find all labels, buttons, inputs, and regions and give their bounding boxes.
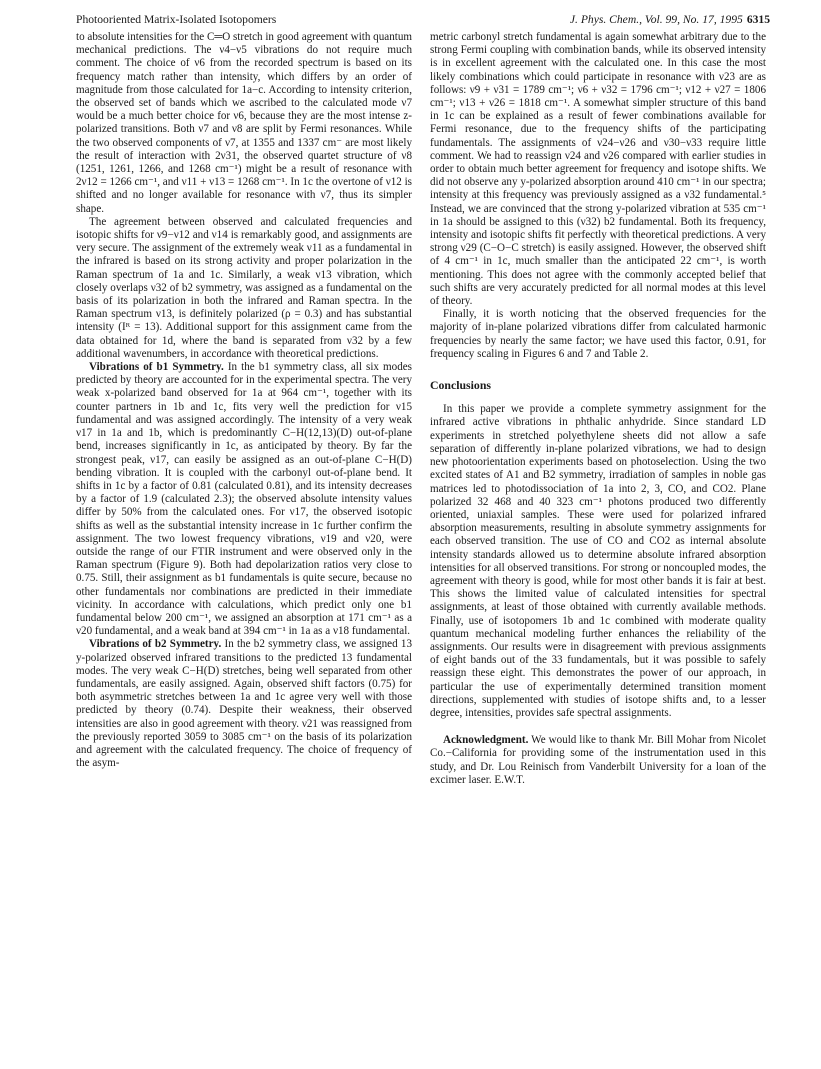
paragraph-frequency-agreement: The agreement between observed and calculated frequencies and isotopic shifts for ν9−ν12 and ν14 is remarkably good, and assignments are very secure. The assignment of the extremely weak ν11 as a fundamental in the infrared is based on its strong activity and proper polarization in the Raman spectrum of 1a and 1c. Similarly, a weak ν13 vibration, which closely overlaps ν32 of b2 symmetry, was assigned as a fundamental on the basis of its polarization in both the infrared and Raman spectra. In the Raman spectrum ν13, is definitely polarized (ρ = 0.3) and has substantial intensity (Iᴿ = 13). Additional support for this assignment came from the data obtained for 1d, where the band is separated from ν32 by a few additional wavenumbers, in accordance with theoretical predictions. [76, 215, 412, 360]
paragraph-acknowledgment [430, 734, 766, 787]
b1-symmetry-text: In the b1 symmetry class, all six modes predicted by theory are accounted for in the experimental spectra. The very weak x-polarized band observed for 1a at 964 cm⁻¹, together with its counter partners in 1b and 1c, fits very well the prediction for ν15 fundamental and was assigned accordingly. The intensity of a very weak ν17 in 1a and 1b, which is predominantly C−H(12,13)(D) out-of-plane bend, increases significantly in 1c, as anticipated by theory. By far the strongest peak, ν17, can easily be assigned as an out-of-plane C−H(D) bending vibration. It is coupled with the carbonyl out-of-plane bend. It shifts in 1c by a factor of 0.81 (calculated 0.81), and its intensity decreases by a factor of 1.9 (calculated 2.3); the observed absolute intensity values differ by 50% from the calculated ones. For ν17, the observed isotopic shifts as well as the substantial intensity increase in 1c further confirm the assignment. The two lowest frequency vibrations, ν19 and ν20, were outside the range of our FTIR instrument and were observed only in the Raman spectrum (Figure 9). Both had depolarization ratios very close to 0.75. Still, their assignment as b1 fundamentals is quite secure, because no other fundamentals nor combinations are predicted in their immediate vicinity. In accordance with calculations, which predict only one b1 fundamental below 200 cm⁻¹, we assigned an absorption at 171 cm⁻¹ as a ν20 fundamental, and a weak band at 394 cm⁻¹ in 1a as a ν18 fundamental. [76, 361, 412, 638]
paragraph-b2-symmetry [76, 638, 412, 770]
acknowledgment-text: We would like to thank Mr. Bill Mohar from Nicolet Co.−California for providing some of the instrumentation used in this study, and Dr. Lou Reinisch from Vanderbilt University for a loan of the excimer laser. E.W.T. [430, 734, 766, 786]
running-title: Photooriented Matrix-Isolated Isotopomers [76, 13, 277, 26]
running-header [76, 10, 770, 30]
journal-reference: J. Phys. Chem., Vol. 99, No. 17, 1995 [569, 13, 743, 26]
paragraph-intensity-discussion: to absolute intensities for the C═O stretch in good agreement with quantum mechanical predictions. The ν4−ν5 vibrations do not require much comment. The choice of ν6 from the recorded spectrum is based on its frequency match rather than intensity, which differs by an order of magnitude from those calculated for 1a−c. According to intensity criterion, the observed set of bands which we ascribed to the calculated mode ν7 would be a much better choice for ν6, because they are the most intense z-polarized transitions. Both ν7 and ν8 are split by Fermi resonances. While the two observed components of ν7, at 1355 and 1337 cm⁻ are most likely the result of interaction with 2ν31, the observed quartet structure of ν8 (1251, 1261, 1266, and 1268 cm⁻¹) might be a result of resonance with 2ν12 = 1266 cm⁻¹, and ν11 + ν13 = 1268 cm⁻¹. In 1c the overtone of ν12 is shifted and no longer available for resonance with ν7, thus its simpler shape. [76, 31, 412, 215]
conclusions-heading: Conclusions [430, 378, 491, 393]
acknowledgment-heading: Acknowledgment. [443, 734, 529, 747]
paragraph-conclusions: In this paper we provide a complete symmetry assignment for the infrared active vibrations in phthalic anhydride. Since standard LD experiments in stretched polyethylene sheets did not allow a safe separation of differently in-plane polarized vibrations, we had to design new photoorientation experiments based on photoselection. Using the two excited states of A1 and B2 symmetry, irradiation of samples in noble gas matrices led to photodissociation of 1a into 2, 3, CO, and CO2. Plane polarized 32 468 and 40 323 cm⁻¹ photons produced two differently oriented, uniaxial samples. These were used for polarized infrared absorption measurements, resulting in absolute symmetry assignments for each observed transition. The use of CO and CO2 as internal absolute intensity standards allowed us to determine absolute infrared absorption intensities for all observed transitions. For strong or noncoupled modes, the agreement with theory is good, while for most other bands it is fair at best. This shows the limited value of calculated intensities for spectral assignments, at least of those obtained with currently available methods. Finally, use of isotopomers 1b and 1c combined with moderate quality quantum mechanical modeling further enhances the reliability of the assignments. Our results were in disagreement with previous assignments of eight bands out of the 33 fundamentals, but it was possible to safely reassign these eight. This demonstrates the power of our approach, in particular the use of experimentally determined transition moment directions, supplemented with studies of isotope shifts and, to a lesser degree, intensities, provides safe spectral assignments. [430, 403, 766, 719]
left-column [76, 31, 412, 770]
paragraph-b1-symmetry [76, 361, 412, 638]
paragraph-carbonyl-stretch: metric carbonyl stretch fundamental is again somewhat arbitrary due to the strong Fermi coupling with combination bands, while its observed intensity is in excellent agreement with the calculated one. In this case the most likely combinations which could participate in resonance with ν23 are as follows: ν9 + ν31 = 1789 cm⁻¹; ν6 + ν32 = 1796 cm⁻¹; ν12 + ν27 = 1806 cm⁻¹; ν13 + ν26 = 1818 cm⁻¹. A somewhat simpler structure of this band in 1c can be explained as a result of fewer combinations available for Fermi resonance, due to the frequency shifts of the participating fundamentals. The assignments of ν24−ν26 and ν30−ν33 require little comment. We had to reassign ν24 and ν26 compared with earlier studies in order to obtain much better agreement for frequency and isotope shifts. We did not observe any y-polarized absorption around 410 cm⁻¹ in our spectra; intensity at this frequency was previously assigned as a ν32 fundamental.⁵ Instead, we are convinced that the strong y-polarized vibration at 535 cm⁻¹ in 1a should be assigned to this (ν32) b2 fundamental. Both its frequency, intensity and isotopic shifts fit perfectly with theoretical predictions. A very strong ν29 (C−O−C stretch) is easily assigned. However, the observed shift of 4 cm⁻¹ in 1c, much smaller than the anticipated 22 cm⁻¹, is worth mentioning. This does not agree with the commonly accepted belief that such shifts are very accurately predicted for all normal modes at this level of theory. [430, 31, 766, 308]
b1-symmetry-heading: Vibrations of b1 Symmetry. [89, 361, 224, 374]
b2-symmetry-heading: Vibrations of b2 Symmetry. [89, 638, 222, 651]
paragraph-scaling-factor: Finally, it is worth noticing that the observed frequencies for the majority of in-plane polarized vibrations differ from calculated harmonic frequencies by nearly the same factor; we have used this factor, 0.91, for frequency scaling in Figures 6 and 7 and Table 2. [430, 308, 766, 360]
b2-symmetry-text: In the b2 symmetry class, we assigned 13 y-polarized observed infrared transitions to the predicted 13 fundamental modes. The very weak C−H(D) stretches, being well separated from other fundamentals, are easily assigned. Again, observed shift factors (0.75) for both asymmetric stretches between 1a and 1c agree very well with those predicted by theory (0.74). Despite their weakness, their observed intensities are also in good agreement with theory. ν21 was reassigned from the previously reported 3059 to 3085 cm⁻¹ on the basis of its polarization and agreement with the calculated frequency. The choice of frequency of the asym- [76, 638, 412, 770]
page-number: 6315 [746, 13, 770, 26]
journal-citation [570, 10, 770, 30]
right-column [430, 31, 766, 787]
